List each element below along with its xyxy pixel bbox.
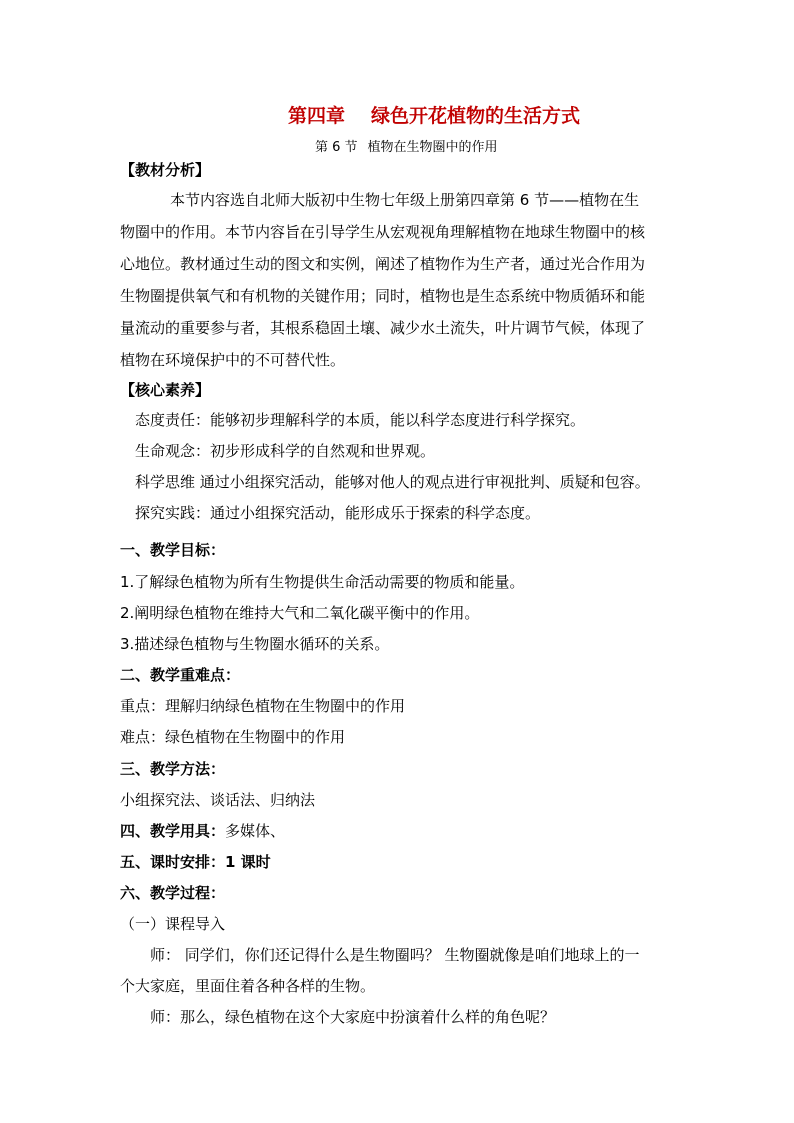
section-name: 植物在生物圈中的作用 (367, 140, 498, 155)
analysis-line: 植物在环境保护中的不可替代性。 (120, 351, 346, 369)
keypoints-heading: 二、教学重难点： (120, 666, 241, 684)
process-line: 师：那么，绿色植物在这个大家庭中扮演着什么样的角色呢？ (150, 1008, 556, 1026)
tools-heading: 四、教学用具： (120, 822, 226, 840)
analysis-line: 物圈中的作用。本节内容旨在引导学生从宏观视角理解植物在地球生物圈中的核 (120, 223, 646, 241)
analysis-line: 量流动的重要参与者，其根系稳固土壤、减少水土流失，叶片调节气候，体现了 (120, 319, 646, 337)
literacy-item: 态度责任：能够初步理解科学的本质，能以科学态度进行科学探究。 (135, 411, 586, 429)
key-point: 重点：理解归纳绿色植物在生物圈中的作用 (120, 697, 406, 715)
difficult-point: 难点：绿色植物在生物圈中的作用 (120, 728, 346, 746)
analysis-line: 生物圈提供氧气和有机物的关键作用；同时，植物也是生态系统中物质循环和能 (120, 287, 646, 305)
analysis-heading: 【教材分析】 (120, 161, 211, 179)
schedule-line (120, 852, 271, 872)
chapter-number: 第四章 (288, 105, 346, 127)
methods-text: 小组探究法、谈话法、归纳法 (120, 791, 316, 809)
goal-item: 1.了解绿色植物为所有生物提供生命活动需要的物质和能量。 (120, 573, 525, 591)
tools-line (120, 821, 285, 841)
analysis-line: 本节内容选自北师大版初中生物七年级上册第四章第 6 节——植物在生 (170, 191, 640, 209)
literacy-heading: 【核心素养】 (120, 381, 211, 399)
tools-text: 多媒体、 (225, 822, 286, 840)
goal-item: 2.阐明绿色植物在维持大气和二氧化碳平衡中的作用。 (120, 604, 480, 622)
process-line: 个大家庭，里面住着各种各样的生物。 (120, 977, 376, 995)
chapter-title (288, 103, 580, 129)
schedule-text: 1 课时 (225, 853, 271, 871)
literacy-item: 探究实践：通过小组探究活动，能形成乐于探索的科学态度。 (135, 504, 541, 522)
chapter-name: 绿色开花植物的生活方式 (371, 105, 581, 127)
process-line: 师： 同学们，你们还记得什么是生物圈吗？ 生物圈就像是咱们地球上的一 (150, 946, 640, 964)
section-title (315, 139, 498, 157)
goal-item: 3.描述绿色植物与生物圈水循环的关系。 (120, 635, 390, 653)
analysis-line: 心地位。教材通过生动的图文和实例，阐述了植物作为生产者，通过光合作用为 (120, 255, 646, 273)
section-number: 第 6 节 (315, 140, 358, 155)
literacy-item: 科学思维 通过小组探究活动，能够对他人的观点进行审视批判、质疑和包容。 (135, 473, 650, 491)
literacy-item: 生命观念：初步形成科学的自然观和世界观。 (135, 442, 436, 460)
goals-heading: 一、教学目标： (120, 541, 226, 559)
process-heading: 六、教学过程： (120, 884, 226, 902)
methods-heading: 三、教学方法： (120, 760, 226, 778)
process-subheading: （一）课程导入 (120, 915, 226, 933)
schedule-heading: 五、课时安排： (120, 853, 226, 871)
